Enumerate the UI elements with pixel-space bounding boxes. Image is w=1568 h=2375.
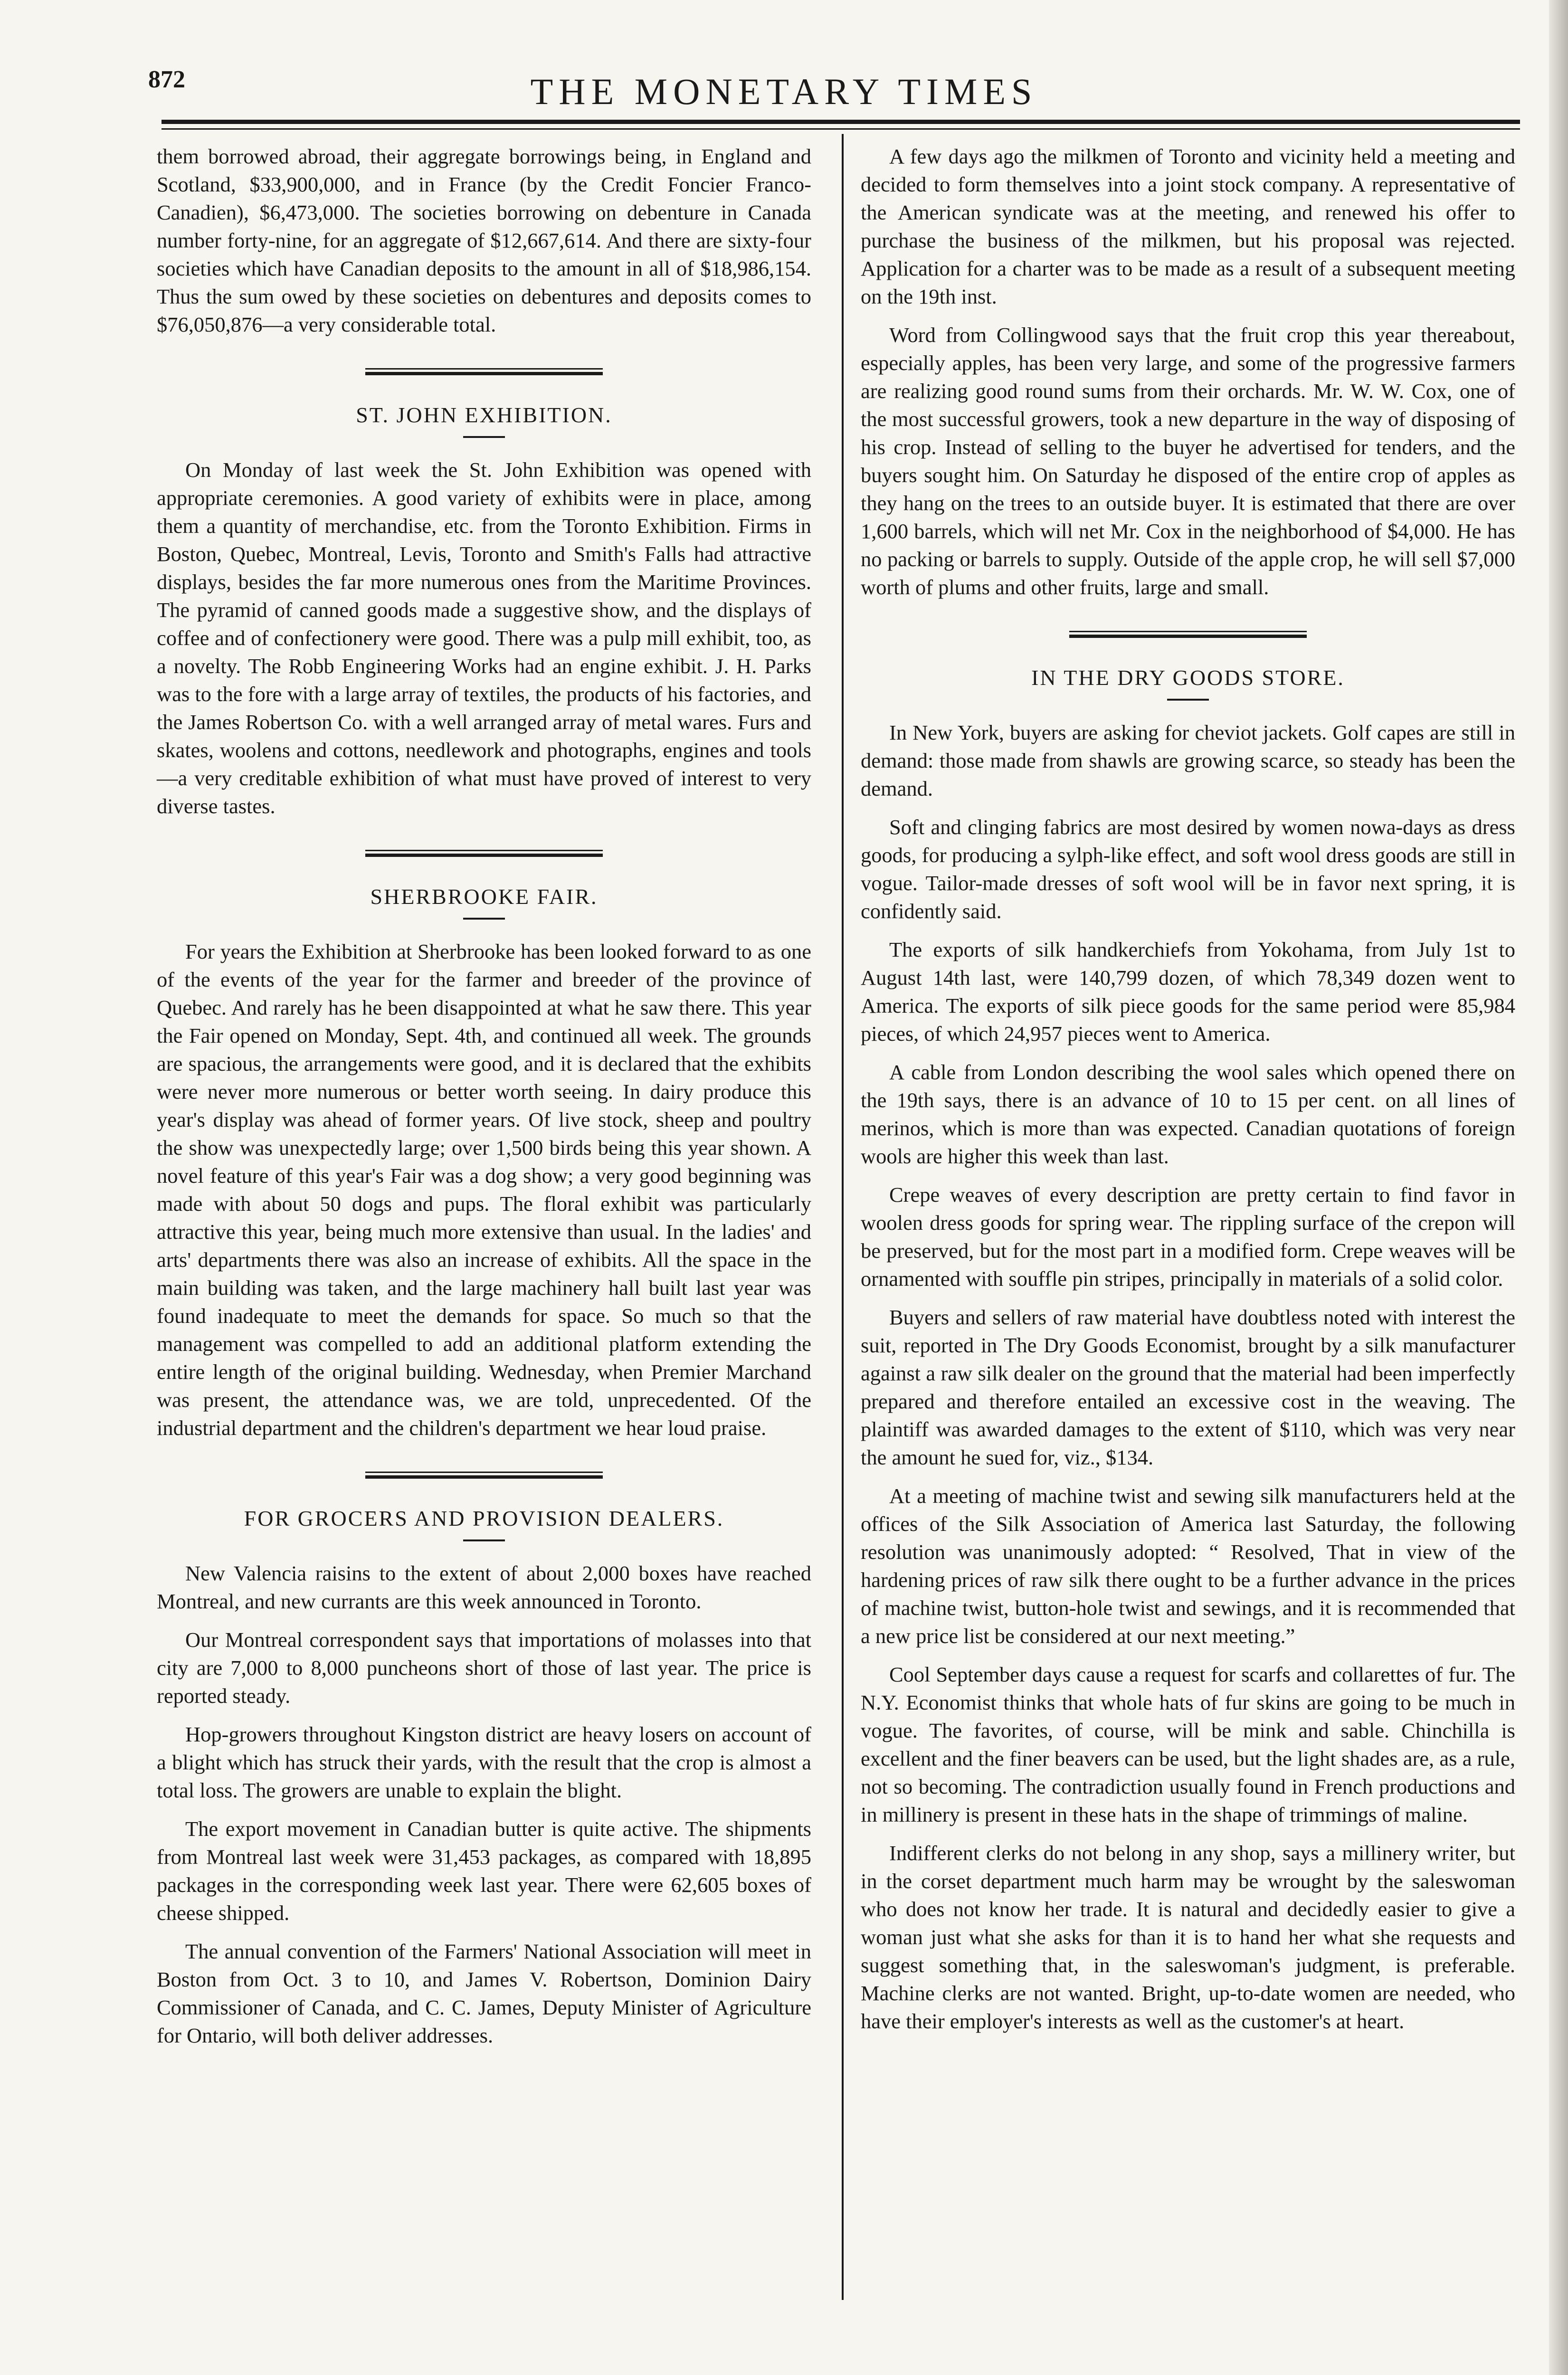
grocers-paragraph: Hop-growers throughout Kingston district are heavy losers on account of a blight which has struck their yards, with the result that the crop is almost a total loss. The growers are unable to explain the blight.: [157, 1722, 811, 1802]
grocers-paragraph: Our Montreal correspondent says that importations of molasses into that city are 7,000 to 8,000 puncheons short of those of last year. The price is reported steady.: [157, 1628, 811, 1708]
heading-sherbrooke-fair: SHERBROOKE FAIR.: [370, 884, 598, 909]
heading-dash: [463, 918, 505, 920]
dry-goods-paragraph: In New York, buyers are asking for cheviot jackets. Golf capes are still in demand: those made from shawls are growing scarce, so steady has been the demand.: [861, 721, 1515, 800]
section-separator: [365, 1472, 603, 1479]
heading-grocers: FOR GROCERS AND PROVISION DEALERS.: [244, 1506, 724, 1530]
grocers-paragraph: The export movement in Canadian butter is quite active. The shipments from Montreal last week were 31,453 packages, as compared with 18,895 packages in the corresponding week last year. There were 62,605 boxes of cheese shipped.: [157, 1817, 811, 1925]
heading-dry-goods: IN THE DRY GOODS STORE.: [1031, 665, 1345, 690]
page-edge-shadow: [1549, 0, 1568, 2375]
heading-st-john-exhibition: ST. JOHN EXHIBITION.: [356, 403, 612, 427]
st-john-paragraph: On Monday of last week the St. John Exhibition was opened with appropriate ceremonies. A good variety of exhibits were in place, among them a quantity of merchandise, etc. from the Toronto Exhibition. Firms in Boston, Quebec, Montreal, Levis, Toronto and Smith's Falls had attractive displays, besides the far more numerous ones from the Maritime Provinces. The pyramid of canned goods made a suggestive show, and the displays of coffee and of confectionery were good. There was a pulp mill exhibit, too, as a novelty. The Robb Engineering Works had an engine exhibit. J. H. Parks was to the fore with a large array of textiles, the products of his factories, and the James Robertson Co. with a well arranged array of metal wares. Furs and skates, woolens and cottons, needlework and photographs, engines and tools—a very creditable exhibition of what must have proved of interest to very diverse tastes.: [157, 458, 811, 818]
heading-dash: [463, 1539, 505, 1541]
dry-goods-paragraph: A cable from London describing the wool sales which opened there on the 19th says, there is an advance of 10 to 15 per cent. on all lines of merinos, which is more than was expected. Canadian quotations of foreign wools are higher this week than last.: [861, 1060, 1515, 1168]
milkmen-paragraph: A few days ago the milkmen of Toronto and vicinity held a meeting and decided to form themselves into a joint stock company. A representative of the American syndicate was at the meeting, and renewed his offer to purchase the business of the milkmen, but his proposal was rejected. Application for a charter was to be made as a result of a subsequent meeting on the 19th inst.: [861, 144, 1515, 308]
header-rule-thin: [162, 128, 1520, 130]
dry-goods-paragraph: Crepe weaves of every description are pretty certain to find favor in woolen dress goods for spring wear. The rippling surface of the crepon will be preserved, but for the most part in a modified form. Crepe weaves will be ornamented with souffle pin stripes, principally in materials of a solid color.: [861, 1183, 1515, 1291]
dry-goods-paragraph: Soft and clinging fabrics are most desired by women nowa-days as dress goods, for producing a sylph-like effect, and soft wool dress goods are still in vogue. Tailor-made dresses of soft wool will be in favor next spring, it is confidently said.: [861, 815, 1515, 923]
dry-goods-paragraph: The exports of silk handkerchiefs from Yokohama, from July 1st to August 14th last, were 140,799 dozen, of which 78,349 dozen went to America. The exports of silk piece goods for the same period were 85,984 pieces, of which 24,957 pieces went to America.: [861, 938, 1515, 1045]
intro-paragraph: them borrowed abroad, their aggregate borrowings being, in England and Scotland, $33,900,000, and in France (by the Credit Foncier Franco-Canadien), $6,473,000. The societies borrowing on debenture in Canada number forty-nine, for an aggregate of $12,667,614. And there are sixty-four societies which have Canadian deposits to the amount in all of $18,986,154. Thus the sum owed by these societies on debentures and deposits comes to $76,050,876—a very considerable total.: [157, 144, 811, 336]
grocers-paragraph: The annual convention of the Farmers' National Association will meet in Boston from Oct. 3 to 10, and James V. Robertson, Dominion Dairy Commissioner of Canada, and C. C. James, Deputy Minister of Agriculture for Ontario, will both deliver addresses.: [157, 1939, 811, 2047]
heading-dash: [463, 436, 505, 438]
section-separator: [365, 368, 603, 375]
section-separator: [365, 850, 603, 857]
dry-goods-paragraph: At a meeting of machine twist and sewing silk manufacturers held at the offices of the Silk Association of America last Saturday, the following resolution was unanimously adopted: “ Resolved, That in view of the hardening prices of raw silk there ought to be a further advance in the prices of machine twist, button-hole twist and sewings, and it is recommended that a new price list be considered at our next meeting.”: [861, 1484, 1515, 1648]
dry-goods-paragraph: Indifferent clerks do not belong in any shop, says a millinery writer, but in the corset department much harm may be wrought by the saleswoman who does not know her trade. It is natural and decidedly easier to give a woman just what she asks for than it is to hand her what she requests and suggest something that, in the saleswoman's judgment, is preferable. Machine clerks are not wanted. Bright, up-to-date women are needed, who have their employer's interests as well as the customer's at heart.: [861, 1841, 1515, 2033]
page-number: 872: [148, 66, 185, 93]
heading-dash: [1167, 699, 1209, 701]
section-separator: [1069, 631, 1307, 638]
dry-goods-paragraph: Cool September days cause a request for scarfs and collarettes of fur. The N.Y. Economist thinks that whole hats of fur skins are going to be much in vogue. The favorites, of course, will be mink and sable. Chinchilla is excellent and the finer beavers can be used, but the light shades are, as a rule, not so becoming. The contradiction usually found in French productions and in millinery is present in these hats in the shape of trimmings of maline.: [861, 1662, 1515, 1826]
grocers-paragraph: New Valencia raisins to the extent of about 2,000 boxes have reached Montreal, and new currants are this week announced in Toronto.: [157, 1561, 811, 1613]
masthead-title: THE MONETARY TIMES: [530, 71, 1038, 112]
column-divider: [842, 134, 844, 2300]
sherbrooke-paragraph: For years the Exhibition at Sherbrooke has been looked forward to as one of the events of the year for the farmer and breeder of the province of Quebec. And rarely has he been disappointed at what he saw there. This year the Fair opened on Monday, Sept. 4th, and continued all week. The grounds are spacious, the arrangements were good, and it is declared that the exhibits were never more numerous or better worth seeing. In dairy produce this year's display was ahead of former years. Of live stock, sheep and poultry the show was unexpectedly large; over 1,500 birds being this year shown. A novel feature of this year's Fair was a dog show; a very good beginning was made with about 50 dogs and pups. The floral exhibit was particularly attractive this year, being much more extensive than usual. In the ladies' and arts' departments there was also an increase of exhibits. All the space in the main building was taken, and the large machinery hall built last year was found inadequate to meet the demands for space. So much so that the management was compelled to add an additional platform extending the entire length of the original building. Wednesday, when Premier Marchand was present, the attendance was, we are told, unprecedented. Of the industrial department and the children's department we hear loud praise.: [157, 940, 811, 1440]
right-column: [861, 142, 1515, 2308]
header-rule-thick: [162, 120, 1520, 124]
collingwood-paragraph: Word from Collingwood says that the fruit crop this year thereabout, especially apples, has been very large, and some of the progressive farmers are realizing good round sums from their orchards. Mr. W. W. Cox, one of the most successful growers, took a new departure in the way of disposing of his crop. Instead of selling to the buyer he advertised for tenders, and the buyers sought him. On Saturday he disposed of the entire crop of apples as they hang on the trees to an outside buyer. It is estimated that there are over 1,600 barrels, which will net Mr. Cox in the neighborhood of $4,000. He has no packing or barrels to supply. Outside of the apple crop, he will sell $7,000 worth of plums and other fruits, large and small.: [861, 323, 1515, 599]
dry-goods-paragraph: Buyers and sellers of raw material have doubtless noted with interest the suit, reported in The Dry Goods Economist, brought by a silk manufacturer against a raw silk dealer on the ground that the material had been imperfectly prepared and therefore entailed an excessive cost in the weaving. The plaintiff was awarded damages to the extent of $110, which was very near the amount he sued for, viz., $134.: [861, 1305, 1515, 1469]
left-column: [157, 142, 811, 2308]
